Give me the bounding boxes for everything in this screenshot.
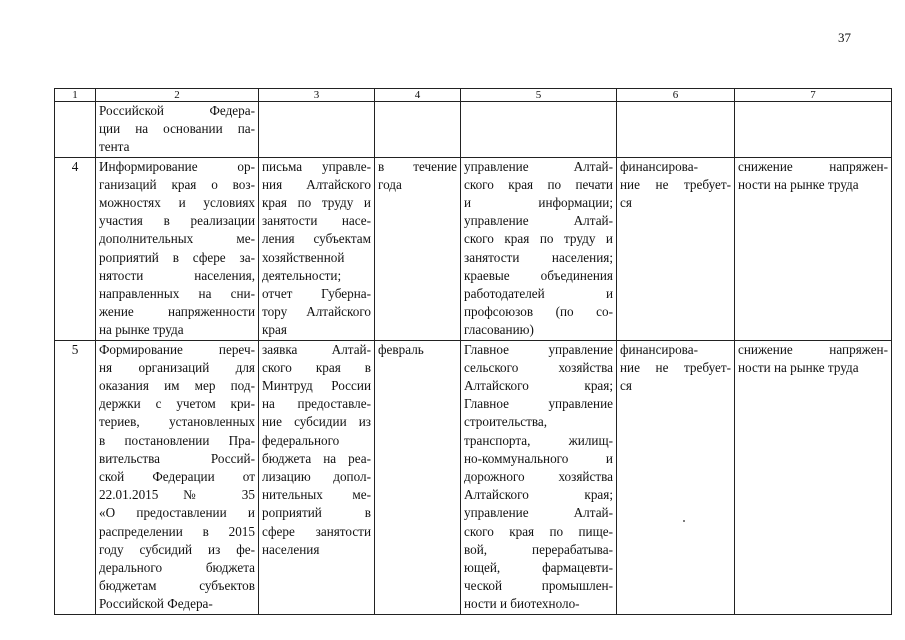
cell-line: можностях и условиях	[99, 195, 255, 211]
cell-line: ся	[620, 378, 632, 394]
cell-line: и информации;	[464, 195, 613, 211]
cell-line: ности на рынке труда	[738, 176, 859, 192]
cell-line: сельского хозяйства	[464, 359, 613, 375]
cell-line: года	[378, 176, 402, 192]
cell-line: бюджетам субъектов	[99, 578, 255, 594]
cell-line: Алтайского края;	[464, 487, 613, 503]
cell-line: отчет Губерна-	[262, 286, 371, 302]
cell-line: ческой промышлен-	[464, 578, 613, 594]
measures-table	[54, 88, 892, 615]
cell-line: дополнительных ме-	[99, 231, 255, 247]
cell-line: Главное управление	[464, 396, 613, 412]
table-row	[55, 102, 892, 158]
table-row	[55, 340, 892, 614]
cell-line: держки с учетом кри-	[99, 396, 255, 412]
column-number: 2	[96, 89, 259, 102]
cell-line: роприятий в сфере за-	[99, 249, 255, 265]
cell-line: работодателей и	[464, 286, 613, 302]
cell-line: деятельности;	[262, 267, 342, 283]
table-cell-col6	[617, 340, 735, 614]
cell-line: строительства,	[464, 414, 548, 430]
cell-line: 22.01.2015 № 35	[99, 487, 255, 503]
cell-line: ющей, фармацевти-	[464, 560, 613, 576]
column-number-row	[55, 89, 892, 102]
cell-line: году субсидий из фе-	[99, 541, 255, 557]
cell-line: Информирование ор-	[99, 158, 255, 174]
cell-line: дорожного хозяйства	[464, 469, 613, 485]
cell-line: ня организаций для	[99, 359, 255, 375]
cell-line: письма управле-	[262, 158, 371, 174]
cell-line: ганизаций края о воз-	[99, 176, 255, 192]
cell-line: профсоюзов (по со-	[464, 304, 613, 320]
cell-line: ние субсидии из	[262, 414, 371, 430]
cell-line: сфере занятости	[262, 523, 371, 539]
scan-speck	[683, 520, 685, 522]
cell-line: роприятий в	[262, 505, 371, 521]
cell-line: ции на основании па-	[99, 121, 255, 137]
table-cell-col2	[96, 102, 259, 158]
cell-line: Российской Федера-	[99, 103, 255, 118]
table-cell-col5	[461, 157, 617, 340]
cell-line: Российской Федера-	[99, 596, 213, 612]
column-number: 4	[375, 89, 461, 102]
cell-line: ние не требует-	[620, 176, 731, 192]
cell-line: финансирова-	[620, 341, 698, 357]
table-cell-col7	[735, 102, 892, 158]
cell-line: ления субъектам	[262, 231, 371, 247]
cell-line: федерального	[262, 432, 340, 448]
cell-line: управление Алтай-	[464, 213, 613, 229]
cell-line: бюджета на реа-	[262, 450, 371, 466]
cell-line: ской Федерации от	[99, 469, 255, 485]
cell-line: ского края по печати	[464, 176, 613, 192]
cell-line: ности и биотехноло-	[464, 596, 580, 612]
cell-line: участия в реализации	[99, 213, 255, 229]
cell-line: Минтруд России	[262, 378, 371, 394]
cell-line: управление Алтай-	[464, 505, 613, 521]
cell-line: занятости насе-	[262, 213, 371, 229]
cell-line: края	[262, 322, 287, 338]
cell-line: нятости населения,	[99, 267, 255, 283]
row-number: 5	[55, 340, 96, 614]
cell-line: в течение	[378, 158, 457, 174]
column-number: 7	[735, 89, 892, 102]
cell-line: тента	[99, 139, 130, 155]
row-number: 4	[55, 157, 96, 340]
cell-line: оказания им мер под-	[99, 378, 255, 394]
cell-line: на предоставле-	[262, 396, 371, 412]
cell-line: лизацию допол-	[262, 469, 371, 485]
column-number: 5	[461, 89, 617, 102]
cell-line: края по труду и	[262, 195, 371, 211]
cell-line: но-коммунального и	[464, 450, 613, 466]
cell-line: распределении в 2015	[99, 523, 255, 539]
cell-line: нительных ме-	[262, 487, 371, 503]
cell-line: ния Алтайского	[262, 176, 371, 192]
cell-line: на рынке труда	[99, 322, 184, 338]
cell-line: снижение напряжен-	[738, 341, 888, 357]
cell-line: ся	[620, 195, 632, 211]
cell-line: хозяйственной	[262, 249, 345, 265]
cell-line: Главное управление	[464, 341, 613, 357]
table-cell-col4	[375, 340, 461, 614]
cell-line: финансирова-	[620, 158, 698, 174]
cell-line: февраль	[378, 341, 424, 357]
cell-line: управление Алтай-	[464, 158, 613, 174]
table-cell-col3	[259, 340, 375, 614]
cell-line: вой, перерабатыва-	[464, 541, 613, 557]
cell-line: занятости населения;	[464, 249, 613, 265]
row-number	[55, 102, 96, 158]
cell-line: ности на рынке труда	[738, 359, 859, 375]
cell-line: снижение напряжен-	[738, 158, 888, 174]
cell-line: ского края в	[262, 359, 371, 375]
cell-line: вительства Россий-	[99, 450, 255, 466]
cell-line: ние не требует-	[620, 359, 731, 375]
column-number: 3	[259, 89, 375, 102]
cell-line: краевые объединения	[464, 267, 613, 283]
column-number: 6	[617, 89, 735, 102]
table-cell-col5	[461, 340, 617, 614]
page-number: 37	[838, 30, 851, 45]
cell-line: Алтайского края;	[464, 378, 613, 394]
table-cell-col3	[259, 157, 375, 340]
table-cell-col2	[96, 157, 259, 340]
table-cell-col4	[375, 102, 461, 158]
cell-line: гласованию)	[464, 322, 534, 338]
table-cell-col7	[735, 157, 892, 340]
cell-line: дерального бюджета	[99, 560, 255, 576]
cell-line: населения	[262, 541, 320, 557]
cell-line: в постановлении Пра-	[99, 432, 255, 448]
column-number: 1	[55, 89, 96, 102]
cell-line: «О предоставлении и	[99, 505, 255, 521]
cell-line: Формирование переч-	[99, 341, 255, 357]
cell-line: тору Алтайского	[262, 304, 371, 320]
cell-line: жение напряженности	[99, 304, 255, 320]
cell-line: ского края по пище-	[464, 523, 613, 539]
table-cell-col6	[617, 102, 735, 158]
cell-line: ского края по труду и	[464, 231, 613, 247]
table-cell-col3	[259, 102, 375, 158]
table-row	[55, 157, 892, 340]
table-cell-col7	[735, 340, 892, 614]
table-cell-col5	[461, 102, 617, 158]
cell-line: териев, установленных	[99, 414, 255, 430]
table-cell-col2	[96, 340, 259, 614]
table-cell-col6	[617, 157, 735, 340]
cell-line: транспорта, жилищ-	[464, 432, 613, 448]
cell-line: заявка Алтай-	[262, 341, 371, 357]
cell-line: направленных на сни-	[99, 286, 255, 302]
table-cell-col4	[375, 157, 461, 340]
